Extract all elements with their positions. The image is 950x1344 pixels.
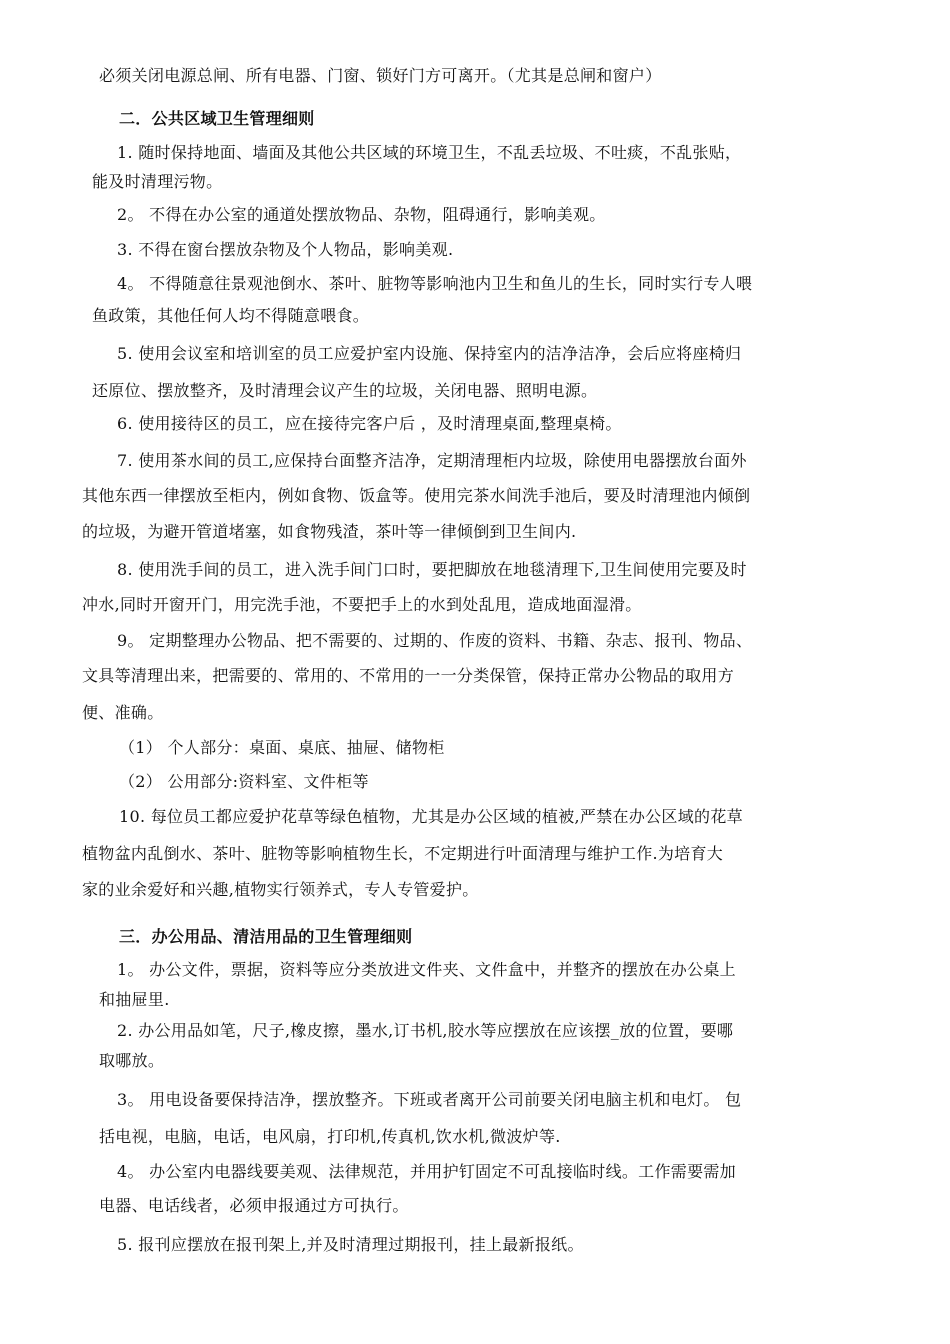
section-heading: 二．公共区域卫生管理细则 bbox=[119, 109, 315, 128]
text-line: 取哪放。 bbox=[99, 1051, 165, 1070]
text-line: 1。 办公文件，票据，资料等应分类放进文件夹、文件盒中，并整齐的摆放在办公桌上 bbox=[117, 960, 736, 979]
text-line: 9。 定期整理办公物品、把不需要的、过期的、作废的资料、书籍、杂志、报刊、物品、 bbox=[117, 631, 753, 650]
text-line: 5. 使用会议室和培训室的员工应爱护室内设施、保持室内的洁净洁净，会后应将座椅归 bbox=[117, 344, 742, 363]
text-line: 和抽屉里. bbox=[99, 990, 170, 1009]
section-heading: 三．办公用品、清洁用品的卫生管理细则 bbox=[119, 927, 413, 946]
text-line: （2） 公用部分:资料室、文件柜等 bbox=[119, 772, 369, 791]
text-line: 必须关闭电源总闸、所有电器、门窗、锁好门方可离开。（尤其是总闸和窗户） bbox=[99, 66, 662, 85]
text-line: 4。 不得随意往景观池倒水、茶叶、脏物等影响池内卫生和鱼儿的生长，同时实行专人喂 bbox=[117, 274, 753, 293]
text-line: 3. 不得在窗台摆放杂物及个人物品，影响美观. bbox=[117, 240, 454, 259]
text-line: 8. 使用洗手间的员工，进入洗手间门口时，要把脚放在地毯清理下,卫生间使用完要及时 bbox=[117, 560, 747, 579]
text-line: 10. 每位员工都应爱护花草等绿色植物，尤其是办公区域的植被,严禁在办公区域的花草 bbox=[119, 807, 743, 826]
text-line: 6. 使用接待区的员工，应在接待完客户后 ，及时清理桌面,整理桌椅。 bbox=[117, 414, 622, 433]
text-line: （1） 个人部分：桌面、桌底、抽屉、储物柜 bbox=[119, 738, 445, 757]
text-line: 植物盆内乱倒水、茶叶、脏物等影响植物生长，不定期进行叶面清理与维护工作.为培育大 bbox=[82, 844, 724, 863]
text-line: 4。 办公室内电器线要美观、法律规范，并用护钉固定不可乱接临时线。工作需要需加 bbox=[117, 1162, 736, 1181]
text-line: 2。 不得在办公室的通道处摆放物品、杂物，阻碍通行，影响美观。 bbox=[117, 205, 606, 224]
text-line: 电器、电话线者，必须申报通过方可执行。 bbox=[99, 1196, 409, 1215]
text-line: 3。 用电设备要保持洁净，摆放整齐。下班或者离开公司前要关闭电脑主机和电灯。 包 bbox=[117, 1090, 742, 1109]
text-line: 括电视，电脑，电话，电风扇，打印机,传真机,饮水机,微波炉等. bbox=[99, 1127, 561, 1146]
text-line: 还原位、摆放整齐，及时清理会议产生的垃圾，关闭电器、照明电源。 bbox=[92, 381, 598, 400]
text-line: 其他东西一律摆放至柜内，例如食物、饭盒等。使用完茶水间洗手池后，要及时清理池内倾倒 bbox=[82, 486, 751, 505]
text-line: 5. 报刊应摆放在报刊架上,并及时清理过期报刊，挂上最新报纸。 bbox=[117, 1235, 584, 1254]
text-line: 1. 随时保持地面、墙面及其他公共区域的环境卫生，不乱丢垃圾、不吐痰，不乱张贴， bbox=[117, 143, 742, 162]
text-line: 鱼政策，其他任何人均不得随意喂食。 bbox=[92, 306, 370, 325]
text-line: 7. 使用茶水间的员工,应保持台面整齐洁净，定期清理柜内垃圾，除使用电器摆放台面外 bbox=[117, 451, 747, 470]
text-line: 文具等清理出来，把需要的、常用的、不常用的一一分类保管，保持正常办公物品的取用方 bbox=[82, 666, 735, 685]
text-line: 冲水,同时开窗开门，用完洗手池，不要把手上的水到处乱甩，造成地面湿滑。 bbox=[82, 595, 642, 614]
text-line: 2. 办公用品如笔，尺子,橡皮擦，墨水,订书机,胶水等应摆放在应该摆_放的位置，要哪 bbox=[117, 1021, 734, 1040]
text-line: 便、准确。 bbox=[82, 703, 164, 722]
text-line: 的垃圾，为避开管道堵塞，如食物残渣，茶叶等一律倾倒到卫生间内. bbox=[82, 522, 577, 541]
text-line: 家的业余爱好和兴趣,植物实行领养式，专人专管爱护。 bbox=[82, 880, 479, 899]
text-line: 能及时清理污物。 bbox=[92, 172, 223, 191]
